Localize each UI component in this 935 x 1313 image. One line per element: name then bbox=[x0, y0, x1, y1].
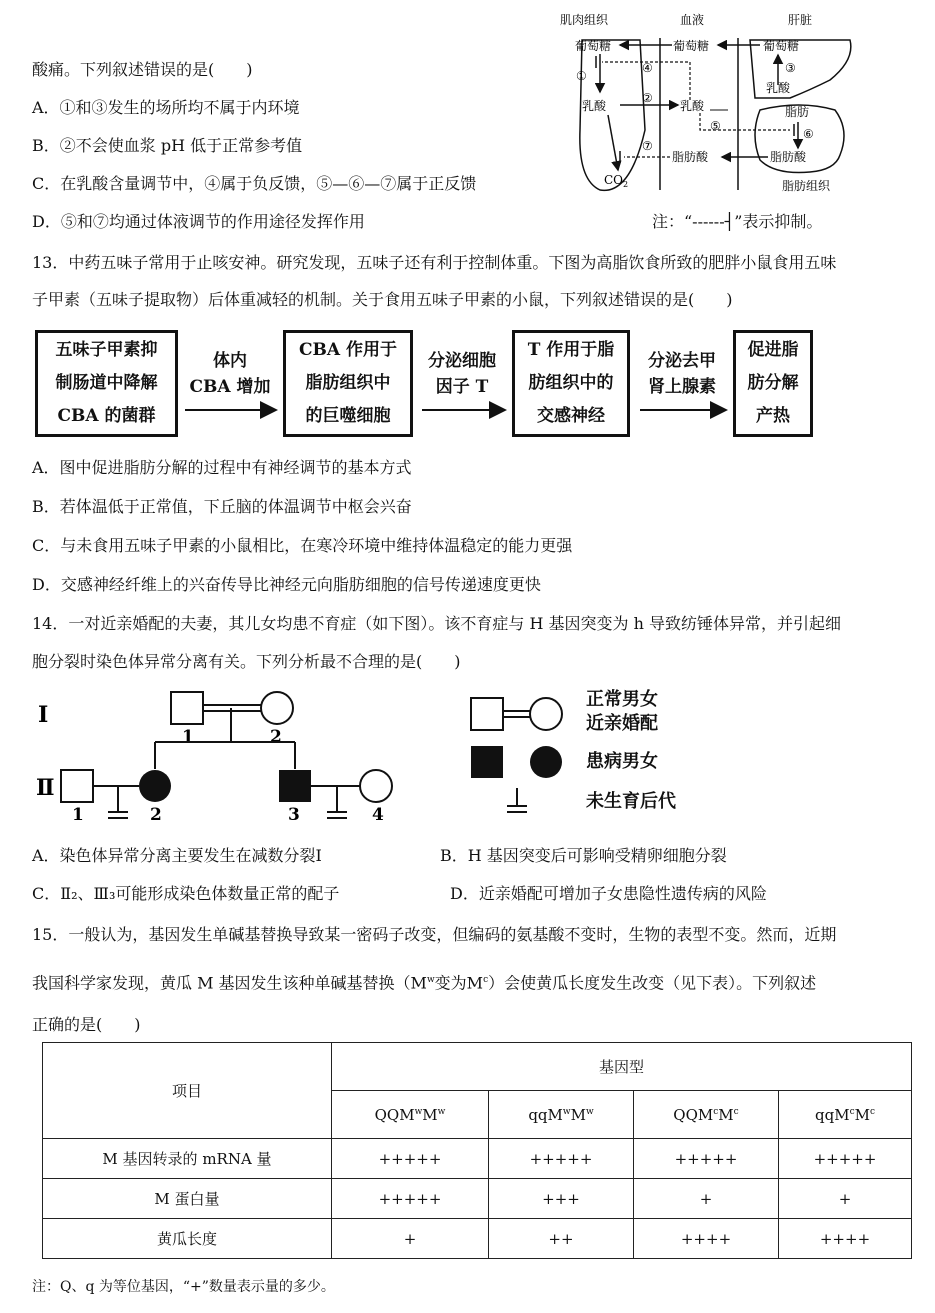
q14-option-c[interactable]: C．Ⅱ₂、Ⅲ₃可能形成染色体数量正常的配子 bbox=[32, 884, 340, 903]
q13-option-d[interactable]: D．交感神经纤维上的兴奋传导比神经元向脂肪细胞的信号传递速度更快 bbox=[32, 575, 541, 594]
q14-stem-line2: 胞分裂时染色体异常分离有关。下列分析最不合理的是( ) bbox=[32, 652, 461, 671]
q12-stem-tail: 酸痛。下列叙述错误的是( ) bbox=[32, 60, 253, 79]
table-row bbox=[43, 1219, 912, 1259]
q12-option-b[interactable]: B．②不会使血浆 pH 低于正常参考值 bbox=[32, 136, 303, 155]
flow-box-2: CBA 作用于 脂肪组织中 的巨噬细胞 bbox=[283, 330, 413, 437]
legend-no-offspring-label: 未生育后代 bbox=[586, 791, 676, 812]
legend-affected-male bbox=[471, 746, 503, 778]
svg-text:1: 1 bbox=[182, 727, 194, 747]
liver-glucose: 葡萄糖 bbox=[763, 39, 800, 53]
legend-normal-male bbox=[471, 698, 503, 730]
svg-text:2: 2 bbox=[150, 805, 162, 825]
flow-arrow-label-3: 分泌去甲 肾上腺素 bbox=[648, 351, 716, 397]
co2-label: $CO_2$ bbox=[604, 173, 629, 189]
q12-diagram-note: 注：“------┤”表示抑制。 bbox=[652, 212, 823, 231]
pedigree-i2-female bbox=[261, 692, 293, 724]
table-cell: ++++ bbox=[779, 1219, 912, 1259]
q15-stem-line2: 我国科学家发现，黄瓜 M 基因发生该种单碱基替换（$M^w$变为$M^c$）会使黄瓜长度发生改变（见下表）。下列叙述 bbox=[32, 973, 817, 993]
pedigree-i1-male bbox=[171, 692, 203, 724]
legend-consang-label: 近亲婚配 bbox=[586, 713, 658, 734]
muscle-glucose: 葡萄糖 bbox=[575, 39, 612, 53]
q12-option-c[interactable]: C．在乳酸含量调节中，④属于负反馈，⑤—⑥—⑦属于正反馈 bbox=[32, 174, 477, 193]
svg-text:1: 1 bbox=[72, 805, 84, 825]
marker-6: ⑥ bbox=[803, 127, 814, 141]
adipose-fat: 脂肪 bbox=[785, 105, 810, 119]
marker-7: ⑦ bbox=[642, 139, 653, 153]
table-cell: + bbox=[332, 1219, 489, 1259]
generation-ii-label: Ⅱ bbox=[36, 775, 55, 801]
flow-arrow-label-1: 体内 CBA 增加 bbox=[189, 351, 271, 397]
flow-arrows bbox=[0, 0, 935, 450]
table-cell: +++ bbox=[489, 1179, 634, 1219]
svg-text:3: 3 bbox=[288, 805, 300, 825]
q14-option-d[interactable]: D．近亲婚配可增加子女患隐性遗传病的风险 bbox=[450, 884, 767, 903]
pedigree-ii2-female-affected bbox=[139, 770, 171, 802]
legend-normal-female bbox=[530, 698, 562, 730]
legend-affected-label: 患病男女 bbox=[586, 751, 658, 772]
muscle-lactate: 乳酸 bbox=[582, 99, 607, 113]
table-cell: +++++ bbox=[634, 1139, 779, 1179]
pedigree-ii4-female bbox=[360, 770, 392, 802]
q14-option-a[interactable]: A．染色体异常分离主要发生在减数分裂Ⅰ bbox=[32, 846, 322, 865]
generation-i-label: Ⅰ bbox=[38, 702, 49, 728]
table-genotype-header: 基因型 bbox=[332, 1043, 912, 1091]
blood-fatty-acid: 脂肪酸 bbox=[672, 150, 709, 164]
q15-table-note: 注：Q、q 为等位基因，“+”数量表示量的多少。 bbox=[32, 1279, 335, 1295]
table-item-header: 项目 bbox=[43, 1043, 332, 1139]
table-cell: +++++ bbox=[332, 1179, 489, 1219]
table-col-genotype: $qqM^wM^w$ bbox=[489, 1091, 634, 1139]
table-cell: +++++ bbox=[332, 1139, 489, 1179]
legend-affected-female bbox=[530, 746, 562, 778]
table-row-label: 黄瓜长度 bbox=[43, 1219, 332, 1259]
table-col-genotype: $QQM^cM^c$ bbox=[634, 1091, 779, 1139]
blood-glucose: 葡萄糖 bbox=[673, 39, 710, 53]
table-cell: ++++ bbox=[634, 1219, 779, 1259]
table-col-genotype: $qqM^cM^c$ bbox=[779, 1091, 912, 1139]
genotype-table bbox=[42, 1042, 912, 1259]
table-cell: ++ bbox=[489, 1219, 634, 1259]
q14-stem-line1: 14．一对近亲婚配的夫妻，其儿女均患不育症（如下图）。该不育症与 H 基因突变为 h 导致纺锤体异常，并引起细 bbox=[32, 614, 841, 633]
marker-4: ④ bbox=[642, 61, 653, 75]
marker-1: ① bbox=[576, 69, 587, 83]
legend-normal-label: 正常男女 bbox=[586, 689, 658, 710]
q13-option-a[interactable]: A．图中促进脂肪分解的过程中有神经调节的基本方式 bbox=[32, 458, 412, 477]
q14-option-b[interactable]: B．H 基因突变后可影响受精卵细胞分裂 bbox=[440, 846, 727, 865]
marker-3: ③ bbox=[785, 61, 796, 75]
pedigree-ii1-male bbox=[61, 770, 93, 802]
q12-option-d[interactable]: D．⑤和⑦均通过体液调节的作用途径发挥作用 bbox=[32, 212, 365, 231]
marker-5: ⑤ bbox=[710, 119, 721, 133]
flow-box-1: 五味子甲素抑 制肠道中降解 CBA 的菌群 bbox=[35, 330, 178, 437]
q15-stem-line1: 15．一般认为，基因发生单碱基替换导致某一密码子改变，但编码的氨基酸不变时，生物的表型不变。然而，近期 bbox=[32, 925, 837, 944]
flow-arrow-label-2: 分泌细胞 因子 T bbox=[428, 351, 496, 397]
table-col-genotype: $QQM^wM^w$ bbox=[332, 1091, 489, 1139]
table-row-label: M 基因转录的 mRNA 量 bbox=[43, 1139, 332, 1179]
label-liver: 肝脏 bbox=[788, 13, 813, 27]
label-adipose: 脂肪组织 bbox=[782, 179, 831, 193]
table-cell: +++++ bbox=[489, 1139, 634, 1179]
flow-box-4: 促进脂 肪分解 产热 bbox=[733, 330, 813, 437]
table-cell: + bbox=[634, 1179, 779, 1219]
pedigree-ii3-male-affected bbox=[279, 770, 311, 802]
label-muscle: 肌肉组织 bbox=[560, 13, 609, 27]
table-cell: + bbox=[779, 1179, 912, 1219]
table-cell: +++++ bbox=[779, 1139, 912, 1179]
q12-option-a[interactable]: A．①和③发生的场所均不属于内环境 bbox=[32, 98, 300, 117]
q15-stem-line3: 正确的是( ) bbox=[32, 1015, 141, 1034]
flow-box-3: T 作用于脂 肪组织中的 交感神经 bbox=[512, 330, 630, 437]
table-row bbox=[43, 1139, 912, 1179]
svg-text:2: 2 bbox=[270, 727, 282, 747]
blood-lactate: 乳酸 bbox=[680, 99, 705, 113]
adipose-fatty-acid: 脂肪酸 bbox=[770, 150, 807, 164]
svg-text:4: 4 bbox=[372, 805, 384, 825]
q13-option-c[interactable]: C．与未食用五味子甲素的小鼠相比，在寒冷环境中维持体温稳定的能力更强 bbox=[32, 536, 573, 555]
q13-stem-line1: 13．中药五味子常用于止咳安神。研究发现，五味子还有利于控制体重。下图为高脂饮食所致的肥胖小鼠食用五味 bbox=[32, 253, 837, 272]
marker-2: ② bbox=[642, 91, 653, 105]
liver-lactate: 乳酸 bbox=[766, 81, 791, 95]
q13-stem-line2: 子甲素（五味子提取物）后体重减轻的机制。关于食用五味子甲素的小鼠，下列叙述错误的是( ) bbox=[32, 290, 733, 309]
table-row bbox=[43, 1179, 912, 1219]
label-blood: 血液 bbox=[680, 13, 705, 27]
q13-option-b[interactable]: B．若体温低于正常值，下丘脑的体温调节中枢会兴奋 bbox=[32, 497, 412, 516]
pedigree-chart bbox=[30, 680, 450, 830]
table-row-label: M 蛋白量 bbox=[43, 1179, 332, 1219]
